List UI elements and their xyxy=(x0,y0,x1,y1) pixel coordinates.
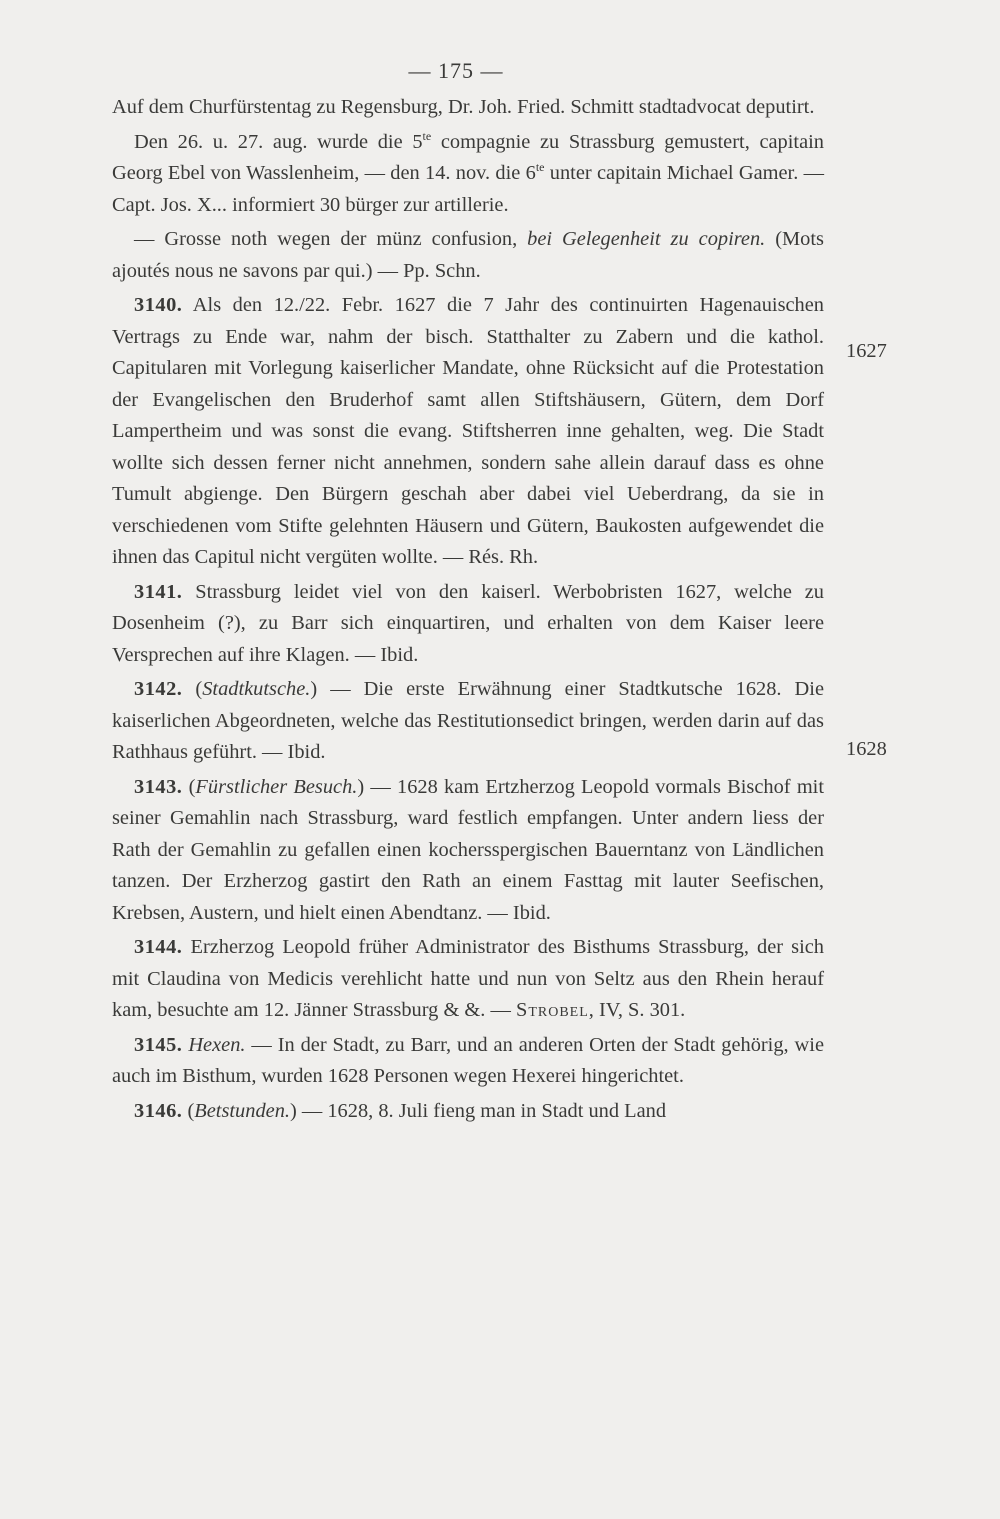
entry-number: 3141. xyxy=(134,580,183,603)
paragraph-text: — Grosse noth wegen der münz confusion, xyxy=(134,228,528,250)
entry-number: 3143. xyxy=(134,775,183,798)
paragraph-muenz xyxy=(112,224,824,287)
entry-number: 3145. xyxy=(134,1033,183,1056)
paragraph-text: unter capitain Michael Gamer. — Capt. Jos. X... informiert 30 bürger zur artillerie. xyxy=(112,162,824,216)
entry-text: ) — Die erste Erwähnung einer Stadtkutsche 1628. Die kaiserlichen Abgeordneten, welche das Restitutionsedict bringen, werden darin auf das Rathhaus geführt. — Ibid. xyxy=(112,678,825,763)
entry-number: 3144. xyxy=(134,936,183,958)
margin-year: 1628 xyxy=(846,738,887,760)
superscript: te xyxy=(535,160,545,174)
entry-heading: Stadtkutsche. xyxy=(202,678,311,700)
paragraph-text: Auf dem Churfürstentag zu Regensburg, Dr. Joh. Fried. Schmitt stadtadvocat deputirt. xyxy=(112,96,815,118)
margin-year: 1627 xyxy=(846,340,887,362)
entry-number: 3140. xyxy=(134,294,183,316)
entry-3142 xyxy=(112,674,824,769)
page-number: — 175 — xyxy=(408,58,504,83)
superscript: te xyxy=(422,128,432,143)
body-text xyxy=(112,92,824,1127)
entry-text: ( xyxy=(182,775,196,798)
paragraph-compagnie xyxy=(112,127,824,222)
entry-3140 xyxy=(112,290,824,574)
entry-3145 xyxy=(112,1030,824,1093)
entry-heading: Fürstlicher Besuch. xyxy=(195,775,358,798)
entry-number: 3142. xyxy=(134,678,183,700)
author-name: Strobel xyxy=(515,999,589,1021)
entry-heading: Betstunden. xyxy=(194,1099,290,1122)
italic-text: bei Gelegenheit zu copiren. xyxy=(527,228,766,250)
entry-3141 xyxy=(112,577,824,672)
entry-text: , IV, S. 301. xyxy=(588,999,686,1021)
entry-heading: Hexen. xyxy=(188,1033,246,1056)
entry-3146 xyxy=(112,1096,824,1128)
entry-text: — In der Stadt, zu Barr, und an anderen Orten der Stadt gehörig, wie auch im Bisthum, wurden 1628 Personen wegen Hexerei hingerichtet. xyxy=(112,1033,824,1087)
entry-number: 3146. xyxy=(134,1099,183,1122)
entry-text: ( xyxy=(182,1099,195,1122)
entry-text: ( xyxy=(182,678,203,700)
entry-text: Strassburg leidet viel von den kaiserl. Werbobristen 1627, welche zu Dosenheim (?), zu Barr sich einquartiren, und erhalten von dem Kaiser leere Versprechen auf ihre Klagen. — Ibid. xyxy=(112,580,824,666)
entry-text: Als den 12./22. Febr. 1627 die 7 Jahr des continuirten Hagenauischen Vertrags zu Ende war, nahm der bisch. Statthalter zu Zabern und die kathol. Capitularen mit Vorlegung kaiserlicher Mandate, ohne Rücksicht auf die Protestation der Evangelischen den Bruderhof samt allen Stiftshäusern, Gütern, dem Dorf Lampertheim und was sonst die evang. Stiftsherren inne gehalten, weg. Die Stadt wollte sich dessen ferner nicht annehmen, sondern sahe allein darauf dass es ohne Tumult abgienge. Den Bürgern geschah aber dabei viel Ueberdrang, da sie in verschiedenen vom Stifte gelehnten Häusern und Gütern, Baukosten aufgewendet die ihnen das Capitul nicht vergüten wollte. — Rés. Rh. xyxy=(112,294,824,568)
entry-text: Erzherzog Leopold früher Administrator des Bisthums Strassburg, der sich mit Claudina von Medicis verehlicht hatte und nun von Seltz aus den Rhein herauf kam, besuchte am 12. Jänner Strassburg & &. — xyxy=(112,936,824,1021)
entry-text: ) — 1628 kam Ertzherzog Leopold vormals Bischof mit seiner Gemahlin nach Strassburg, ward festlich empfangen. Unter andern liess der Rath der Gemahlin zu gefallen einen kochersspergischen Bauerntanz von Ländlichen tanzen. Der Erzherzog gastirt den Rath an einem Fasttag mit lauter Seefischen, Krebsen, Austern, und hielt einen Abendtanz. — Ibid. xyxy=(112,775,825,924)
entry-3144 xyxy=(112,932,824,1027)
paragraph-schmitt xyxy=(112,92,824,124)
entry-3143 xyxy=(112,772,824,930)
paragraph-text: Den 26. u. 27. aug. wurde die 5 xyxy=(134,130,423,153)
paragraph-text: compagnie zu Strassburg gemustert, capitain Georg Ebel von Wasslenheim, — den 14. nov. die 6 xyxy=(112,130,824,184)
paragraph-text: (Mots ajoutés nous ne savons par qui.) — Pp. Schn. xyxy=(112,228,824,282)
entry-text: ) — 1628, 8. Juli fieng man in Stadt und Land xyxy=(289,1099,667,1122)
